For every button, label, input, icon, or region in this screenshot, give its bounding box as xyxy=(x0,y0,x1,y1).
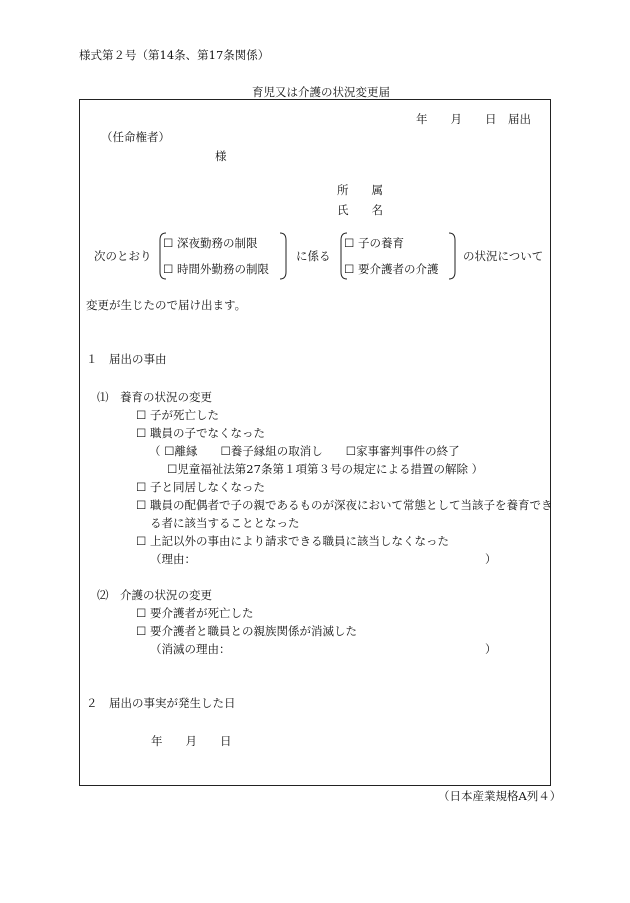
form-frame xyxy=(79,99,551,786)
item-relation-ended[interactable]: ☐ 要介護者と職員との親族関係が消滅した xyxy=(136,624,357,638)
right-brace-close xyxy=(448,232,458,280)
item-other-reason[interactable]: ☐ 上記以外の事由により請求できる職員に該当しなくなった xyxy=(136,534,449,548)
item-no-longer-child[interactable]: ☐ 職員の子でなくなった xyxy=(136,426,265,440)
item-care-recipient-died[interactable]: ☐ 要介護者が死亡した xyxy=(136,606,254,620)
item-spouse-can-care[interactable]: ☐ 職員の配偶者で子の親であるものが深夜において常態として当該子を養育でき xyxy=(136,498,553,512)
option-late-night-limit[interactable]: ☐ 深夜勤務の制限 xyxy=(163,236,258,250)
name-label: 氏 名 xyxy=(337,203,383,217)
item-child-died[interactable]: ☐ 子が死亡した xyxy=(136,408,219,422)
intro-closing: 変更が生じたので届け出ます。 xyxy=(86,298,247,312)
option-overtime-limit[interactable]: ☐ 時間外勤務の制限 xyxy=(163,262,269,276)
reason-label: （理由： xyxy=(150,552,196,566)
left-brace-close xyxy=(279,232,289,280)
item-not-living-together[interactable]: ☐ 子と同居しなくなった xyxy=(136,480,265,494)
sub1-heading: ⑴ 養育の状況の変更 xyxy=(97,390,212,404)
intro-prefix: 次のとおり xyxy=(94,249,152,263)
submission-date[interactable]: 年 月 日 届出 xyxy=(416,112,531,126)
intro-suffix: の状況について xyxy=(463,249,544,263)
addressee: （任命権者） xyxy=(101,130,170,144)
intro-middle: に係る xyxy=(296,249,331,263)
item-no-longer-child-detail1[interactable]: （ ☐離縁 ☐養子縁組の取消し ☐家事審判事件の終了 xyxy=(149,444,460,458)
form-title: 育児又は介護の状況変更届 xyxy=(252,85,390,99)
option-nursing-care[interactable]: ☐ 要介護者の介護 xyxy=(344,262,439,276)
footer-standard: （日本産業規格A列４） xyxy=(438,789,562,803)
form-number: 様式第２号（第14条、第17条関係） xyxy=(79,48,270,62)
extinction-reason-label: （消滅の理由： xyxy=(150,642,231,656)
item-no-longer-child-detail2[interactable]: ☐児童福祉法第27条第１項第３号の規定による措置の解除 ） xyxy=(167,462,484,476)
section1-heading: １ 届出の事由 xyxy=(86,352,167,366)
item-spouse-can-care-cont: る者に該当することとなった xyxy=(150,516,300,530)
reason-close: ） xyxy=(485,552,497,566)
option-childcare[interactable]: ☐ 子の養育 xyxy=(344,236,404,250)
extinction-reason-close: ） xyxy=(485,642,497,656)
section2-heading: ２ 届出の事実が発生した日 xyxy=(86,696,236,710)
sub2-heading: ⑵ 介護の状況の変更 xyxy=(97,588,212,602)
occurrence-date[interactable]: 年 月 日 xyxy=(151,734,232,748)
honorific: 様 xyxy=(215,149,227,163)
affiliation-label: 所 属 xyxy=(337,183,383,197)
